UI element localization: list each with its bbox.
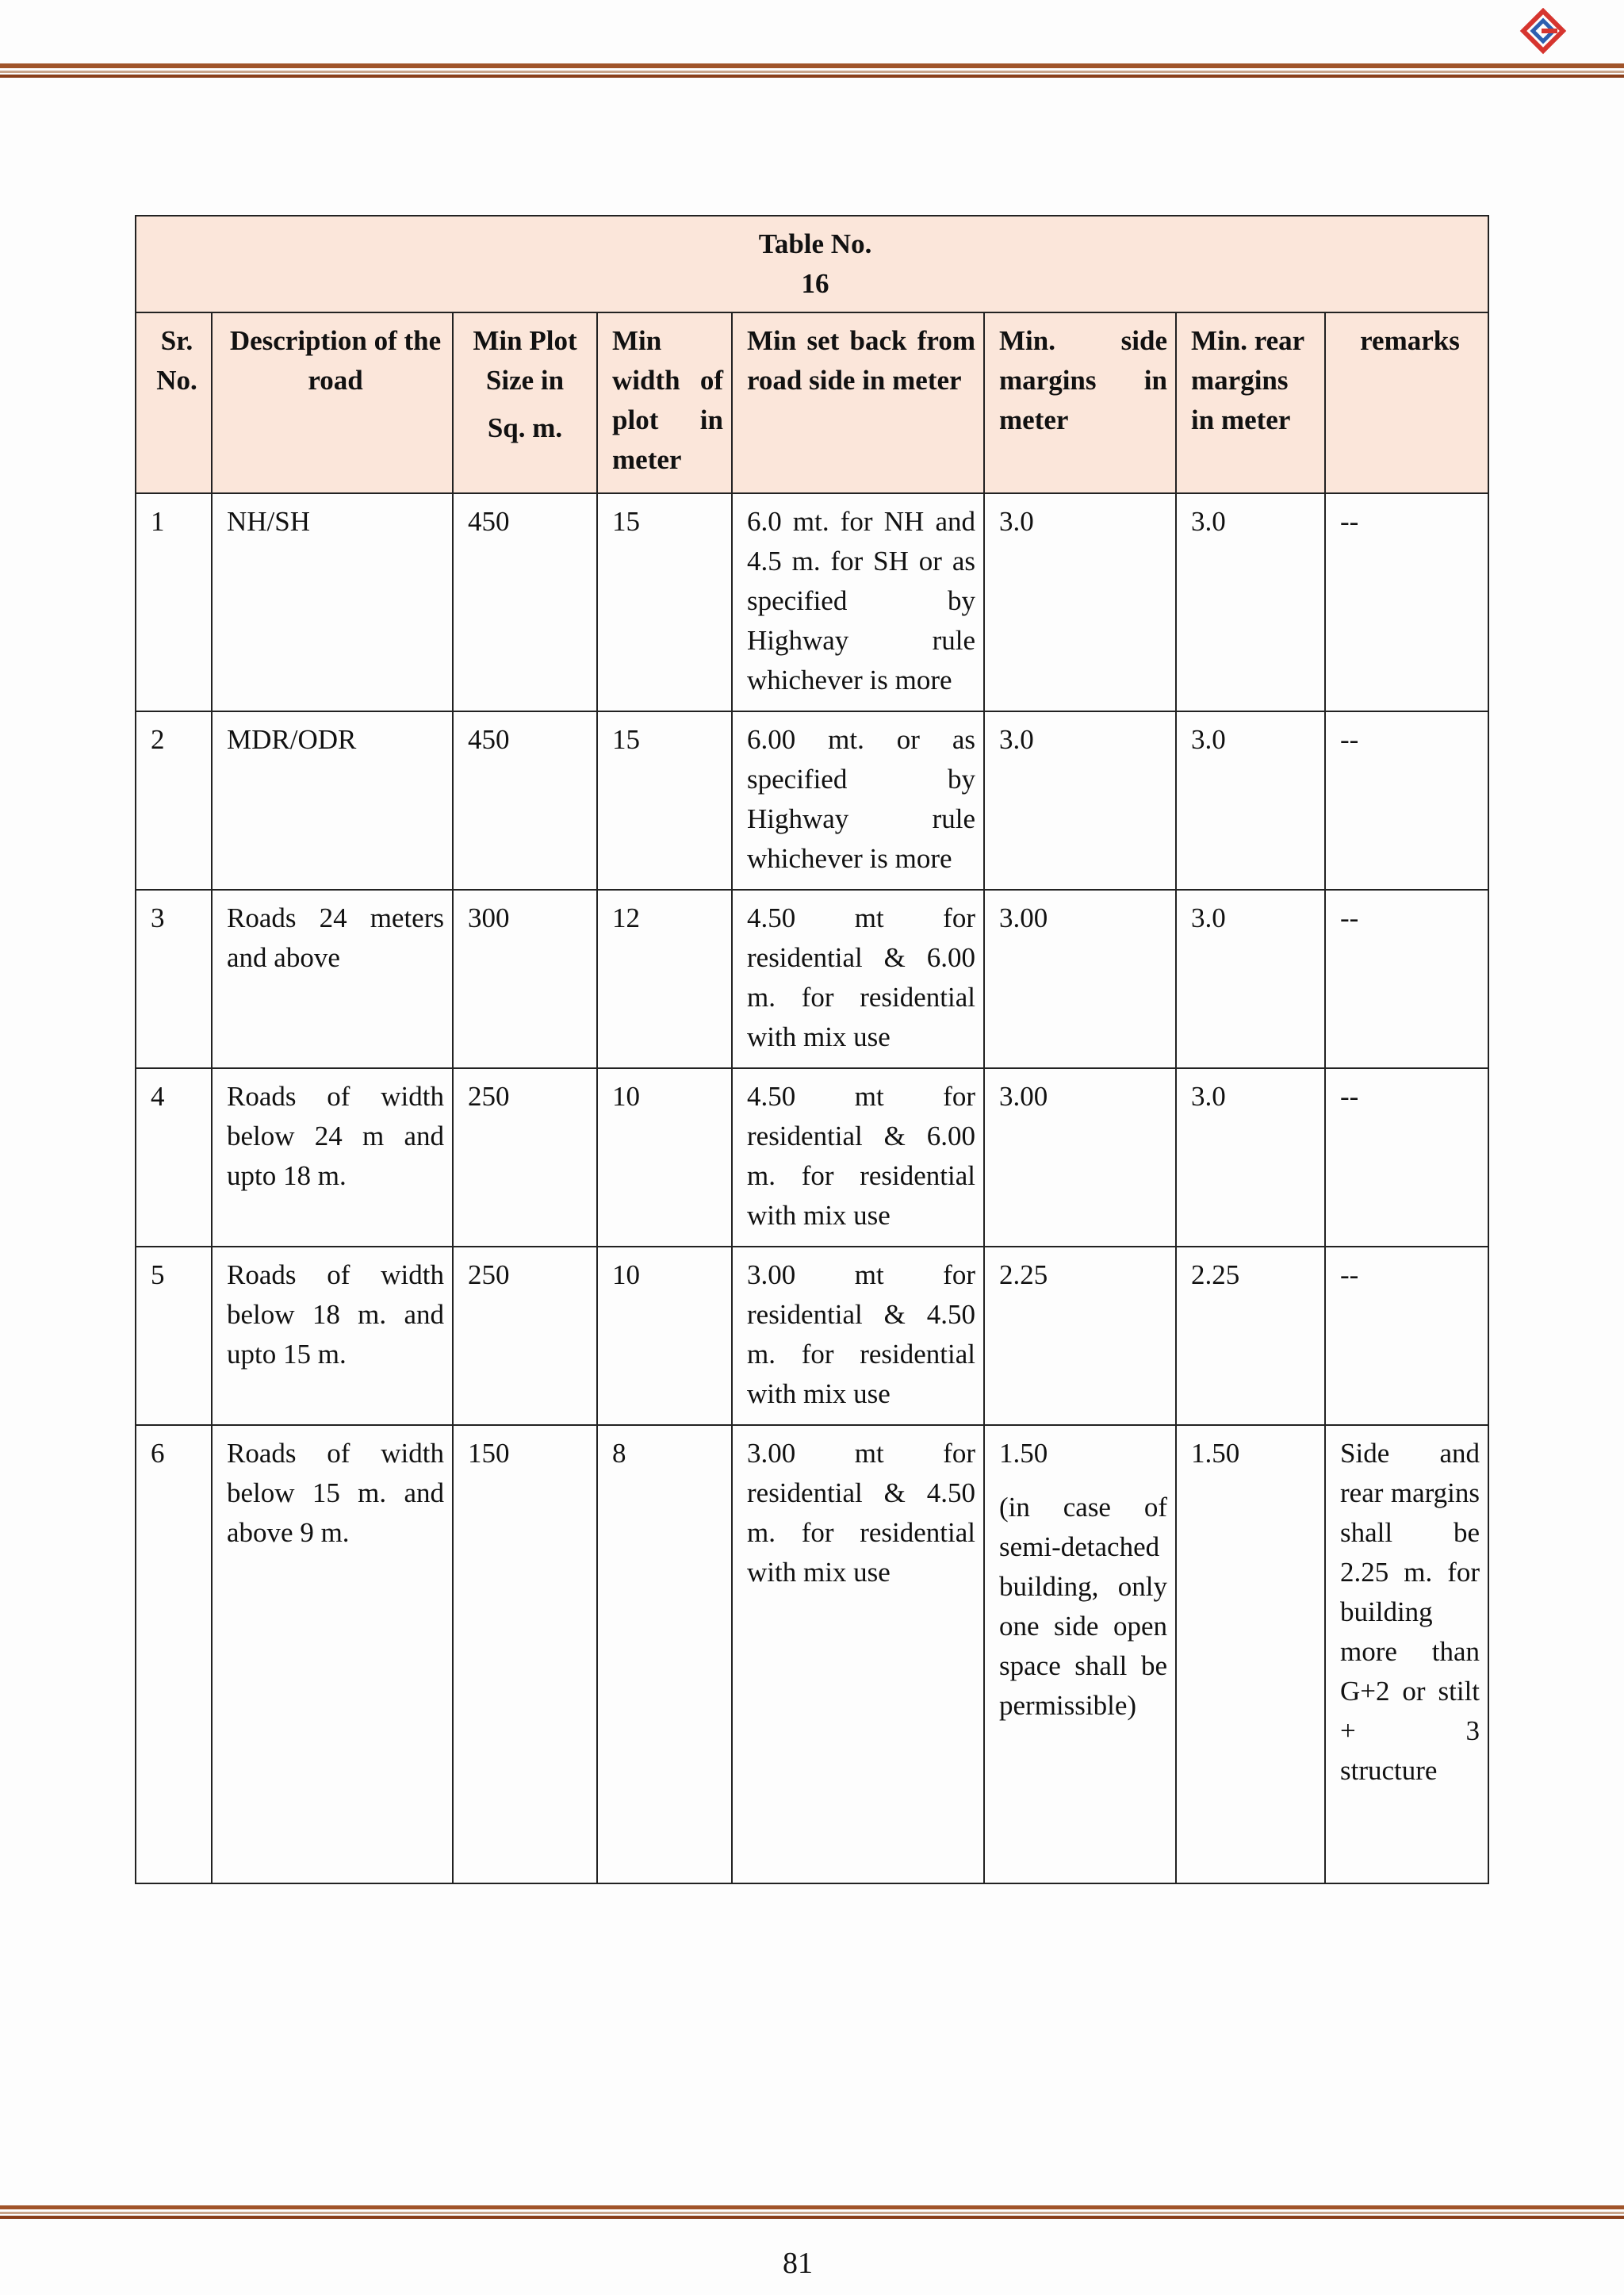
cell-rear-margin: 2.25: [1176, 1247, 1325, 1425]
cell-sr: 1: [136, 493, 212, 711]
cell-road-text: Roads of width below 24 m and upto 18 m.: [227, 1081, 444, 1191]
cell-rear-margin: 1.50: [1176, 1425, 1325, 1883]
cell-remarks: --: [1325, 711, 1488, 890]
cell-remarks: [1325, 1425, 1488, 1883]
column-header-min-plot-size-unit: Sq. m.: [487, 412, 563, 443]
cell-setback-text: 3.00 mt for residential & 4.50 m. for residential with mix use: [747, 1438, 975, 1588]
cell-rear-margin: 3.0: [1176, 890, 1325, 1068]
cell-setback-text: 4.50 mt for residential & 6.00 m. for residential with mix use: [747, 1081, 975, 1231]
cell-plot-size: 250: [453, 1068, 597, 1247]
column-header-min-plot-size: [453, 312, 597, 493]
cell-road: NH/SH: [212, 493, 453, 711]
cell-plot-width: 12: [597, 890, 732, 1068]
table-row: [136, 1247, 1488, 1425]
cell-setback-text: 4.50 mt for residential & 6.00 m. for residential with mix use: [747, 902, 975, 1052]
cell-plot-width: 10: [597, 1247, 732, 1425]
cell-sr: 5: [136, 1247, 212, 1425]
table-row: [136, 493, 1488, 711]
cell-sr: 2: [136, 711, 212, 890]
cell-side-margin-value: 1.50: [999, 1438, 1048, 1469]
cell-road-text: Roads of width below 15 m. and above 9 m.: [227, 1438, 444, 1548]
table-title-row: [136, 216, 1488, 312]
cell-setback-text: 6.0 mt. for NH and 4.5 m. for SH or as specified by Highway rule whichever is more: [747, 506, 975, 695]
cell-road: [212, 1068, 453, 1247]
footer-divider: [0, 2205, 1624, 2221]
cell-setback: [732, 493, 984, 711]
header-divider: [0, 63, 1624, 81]
column-header-rear-margins: Min. rear margins in meter: [1176, 312, 1325, 493]
cell-setback-text: 6.00 mt. or as specified by Highway rule whichever is more: [747, 724, 975, 874]
table-row: [136, 711, 1488, 890]
cell-plot-width: 15: [597, 493, 732, 711]
cell-setback-text: 3.00 mt for residential & 4.50 m. for residential with mix use: [747, 1259, 975, 1409]
cell-remarks: --: [1325, 1247, 1488, 1425]
cell-remarks-text: Side and rear margins shall be 2.25 m. for building more than G+2 or stilt + 3 structure: [1340, 1438, 1480, 1786]
column-header-min-width-text: Min width of plot in meter: [612, 325, 723, 475]
column-header-description: Description of the road: [212, 312, 453, 493]
cell-road: [212, 1247, 453, 1425]
table-title: [136, 216, 1488, 312]
column-header-side-margins-text: Min. side margins in meter: [999, 325, 1167, 435]
cell-side-margin: 3.0: [984, 711, 1176, 890]
cell-side-margin: 3.0: [984, 493, 1176, 711]
cell-side-margin: 3.00: [984, 890, 1176, 1068]
cell-remarks: --: [1325, 1068, 1488, 1247]
cell-rear-margin: 3.0: [1176, 711, 1325, 890]
column-header-remarks: remarks: [1325, 312, 1488, 493]
column-header-min-setback-text: Min set back from road side in meter: [747, 325, 975, 396]
table-title-line2: 16: [801, 268, 829, 299]
cell-plot-width: 8: [597, 1425, 732, 1883]
cell-setback: [732, 711, 984, 890]
column-header-side-margins: [984, 312, 1176, 493]
setback-table: [135, 215, 1489, 1884]
column-header-sr-no: Sr. No.: [136, 312, 212, 493]
cell-setback: [732, 1068, 984, 1247]
cell-road: [212, 1425, 453, 1883]
table-row: [136, 1425, 1488, 1883]
column-header-min-plot-size-label: Min Plot Size in: [473, 325, 577, 396]
page-number: 81: [783, 2247, 813, 2280]
table-title-line1: Table No.: [758, 228, 872, 259]
cell-sr: 4: [136, 1068, 212, 1247]
table-header-row: [136, 312, 1488, 493]
cell-plot-size: 150: [453, 1425, 597, 1883]
cell-road: [212, 890, 453, 1068]
cell-plot-size: 300: [453, 890, 597, 1068]
cell-road: MDR/ODR: [212, 711, 453, 890]
cell-plot-size: 450: [453, 711, 597, 890]
cell-plot-size: 250: [453, 1247, 597, 1425]
cell-setback: [732, 1425, 984, 1883]
cell-rear-margin: 3.0: [1176, 493, 1325, 711]
cell-side-margin: 3.00: [984, 1068, 1176, 1247]
table-row: [136, 1068, 1488, 1247]
cell-road-text: Roads 24 meters and above: [227, 902, 444, 973]
cell-setback: [732, 890, 984, 1068]
cell-plot-width: 10: [597, 1068, 732, 1247]
cell-sr: 3: [136, 890, 212, 1068]
cell-side-margin: [984, 1425, 1176, 1883]
cell-side-margin-note: (in case of semi-detached building, only one side open space shall be permissible): [999, 1492, 1167, 1721]
table-row: [136, 890, 1488, 1068]
cell-plot-size: 450: [453, 493, 597, 711]
cell-rear-margin: 3.0: [1176, 1068, 1325, 1247]
cell-plot-width: 15: [597, 711, 732, 890]
cell-remarks: --: [1325, 890, 1488, 1068]
brand-logo-icon: [1519, 8, 1568, 63]
cell-sr: 6: [136, 1425, 212, 1883]
cell-setback: [732, 1247, 984, 1425]
column-header-min-width: [597, 312, 732, 493]
cell-remarks: --: [1325, 493, 1488, 711]
cell-side-margin: 2.25: [984, 1247, 1176, 1425]
column-header-min-setback: [732, 312, 984, 493]
cell-road-text: Roads of width below 18 m. and upto 15 m.: [227, 1259, 444, 1370]
